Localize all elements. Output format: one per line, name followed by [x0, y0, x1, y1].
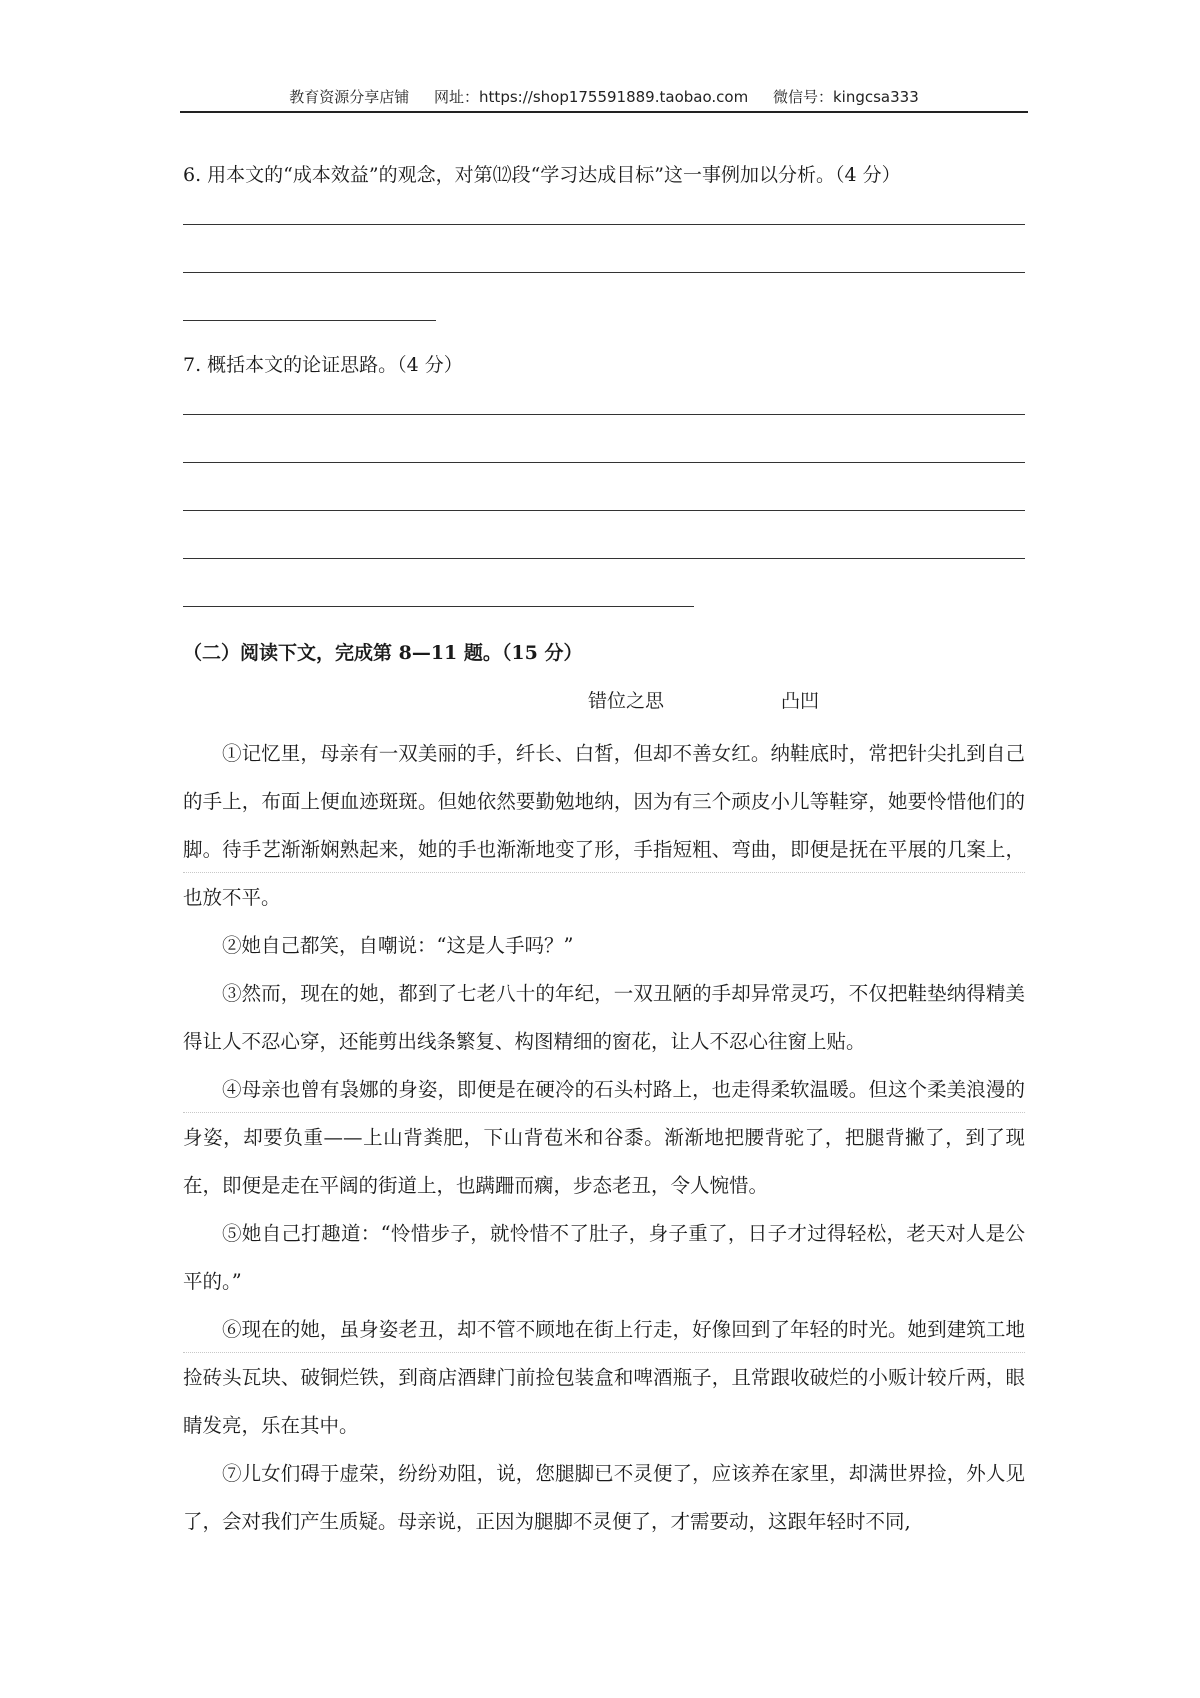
answer-line[interactable]: [183, 272, 1025, 273]
paragraph-5: ⑤她自己打趣道：“怜惜步子，就怜惜不了肚子，身子重了，日子才过得轻松，老天对人是公平的。”: [183, 1222, 1025, 1293]
paragraph-7: ⑦儿女们碍于虚荣，纷纷劝阻，说，您腿脚已不灵便了，应该养在家里，却满世界捡，外人见了，会对我们产生质疑。母亲说，正因为腿脚不灵便了，才需要动，这跟年轻时不同,: [183, 1462, 1025, 1533]
dotted-separator: [183, 872, 1025, 873]
answer-line[interactable]: [183, 606, 694, 607]
answer-line[interactable]: [183, 462, 1025, 463]
answer-line[interactable]: [183, 510, 1025, 511]
header-url: 网址：https://shop175591889.taobao.com: [434, 88, 749, 106]
article-title: 错位之思: [588, 690, 665, 712]
header-rule: [180, 111, 1028, 113]
answer-line[interactable]: [183, 224, 1025, 225]
paragraph-3: ③然而，现在的她，都到了七老八十的年纪，一双丑陋的手却异常灵巧，不仅把鞋垫纳得精美得让人不忍心穿，还能剪出线条繁复、构图精细的窗花，让人不忍心往窗上贴。: [183, 982, 1025, 1053]
article-author: 凸凹: [781, 690, 820, 712]
section-heading: （二）阅读下文，完成第 8—11 题。（15 分）: [183, 642, 583, 664]
question-7: 7. 概括本文的论证思路。（4 分）: [183, 354, 463, 376]
dotted-separator: [183, 1352, 1025, 1353]
paragraph-2: ②她自己都笑，自嘲说：“这是人手吗？”: [222, 934, 574, 957]
question-6: 6. 用本文的“成本效益”的观念，对第⑿段“学习达成目标”这一事例加以分析。（4 分）: [183, 164, 901, 186]
answer-line[interactable]: [183, 414, 1025, 415]
paragraph-6: ⑥现在的她，虽身姿老丑，却不管不顾地在街上行走，好像回到了年轻的时光。她到建筑工地捡砖头瓦块、破铜烂铁，到商店酒肆门前捡包装盒和啤酒瓶子，且常跟收破烂的小贩计较斤两，眼睛发亮，乐在其中。: [183, 1318, 1025, 1437]
header-wechat: 微信号：kingcsa333: [772, 88, 919, 106]
dotted-separator: [183, 1112, 1025, 1113]
paragraph-4: ④母亲也曾有袅娜的身姿，即便是在硬冷的石头村路上，也走得柔软温暖。但这个柔美浪漫的身姿，却要负重——上山背粪肥，下山背苞米和谷黍。渐渐地把腰背驼了，把腿背撇了，到了现在，即便是走在平阔的街道上，也蹒跚而瘸，步态老丑，令人惋惜。: [183, 1078, 1025, 1197]
page-header: [180, 86, 1028, 107]
answer-line[interactable]: [183, 320, 436, 321]
paragraph-1: ①记忆里，母亲有一双美丽的手，纤长、白皙，但却不善女红。纳鞋底时，常把针尖扎到自己的手上，布面上便血迹斑斑。但她依然要勤勉地纳，因为有三个顽皮小儿等鞋穿，她要怜惜他们的脚。待手艺渐渐娴熟起来，她的手也渐渐地变了形，手指短粗、弯曲，即便是抚在平展的几案上，也放不平。: [183, 742, 1025, 909]
header-shop: 教育资源分享店铺: [289, 88, 410, 106]
answer-line[interactable]: [183, 558, 1025, 559]
